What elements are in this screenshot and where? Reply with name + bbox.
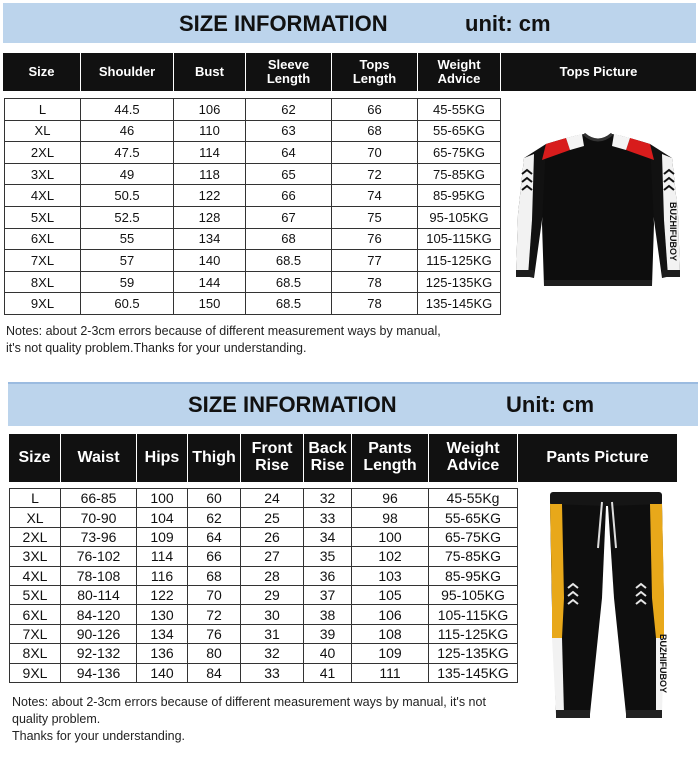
tops-note-line-1: Notes: about 2-3cm errors because of different measurement ways by manual,: [6, 324, 441, 338]
table-cell: 66: [188, 547, 241, 566]
pants-header-size: Size: [9, 434, 60, 482]
pants-header-hips: Hips: [136, 434, 187, 482]
pants-header-thigh: Thigh: [187, 434, 240, 482]
table-cell: 98: [352, 508, 429, 527]
table-cell: 130: [137, 605, 188, 624]
table-cell: 125-135KG: [418, 271, 501, 293]
table-cell: 122: [137, 585, 188, 604]
table-cell: 6XL: [10, 605, 61, 624]
table-row: [5, 250, 501, 272]
table-cell: 106: [352, 605, 429, 624]
table-cell: 102: [352, 547, 429, 566]
pants-header-back-rise: Back Rise: [303, 434, 351, 482]
pants-header-front-rise: Front Rise: [240, 434, 303, 482]
table-cell: 44.5: [81, 99, 174, 121]
table-cell: 55-65KG: [418, 120, 501, 142]
pants-header-waist: Waist: [60, 434, 136, 482]
table-row: [5, 206, 501, 228]
table-cell: 72: [188, 605, 241, 624]
table-cell: 27: [241, 547, 304, 566]
table-row: [5, 163, 501, 185]
table-cell: 94-136: [61, 663, 137, 682]
pants-note-line-2: quality problem.: [12, 712, 101, 726]
pants-header-row: [9, 434, 677, 482]
tops-header-shoulder: Shoulder: [80, 53, 173, 91]
table-cell: 109: [137, 527, 188, 546]
table-cell: 65: [246, 163, 332, 185]
table-cell: 66: [246, 185, 332, 207]
table-cell: 76: [332, 228, 418, 250]
table-cell: 4XL: [10, 566, 61, 585]
table-cell: 6XL: [5, 228, 81, 250]
table-cell: 62: [246, 99, 332, 121]
table-cell: 66: [332, 99, 418, 121]
pants-note-line-3: Thanks for your understanding.: [12, 729, 186, 743]
table-cell: 134: [174, 228, 246, 250]
pants-header-pants-length: Pants Length: [351, 434, 428, 482]
table-cell: 116: [137, 566, 188, 585]
table-cell: 68.5: [246, 250, 332, 272]
pants-note-line-1: Notes: about 2-3cm errors because of different measurement ways by manual, it's not: [12, 695, 486, 709]
table-cell: 105: [352, 585, 429, 604]
table-cell: XL: [5, 120, 81, 142]
tops-header-tops-picture: Tops Picture: [500, 53, 696, 91]
table-cell: 37: [304, 585, 352, 604]
table-cell: 100: [137, 489, 188, 508]
tops-header-weight-advice: Weight Advice: [417, 53, 500, 91]
pants-unit: Unit: cm: [506, 392, 594, 417]
tops-title-banner: [3, 3, 696, 43]
table-cell: 33: [241, 663, 304, 682]
table-row: [5, 271, 501, 293]
table-cell: 7XL: [5, 250, 81, 272]
table-cell: 35: [304, 547, 352, 566]
table-cell: 63: [246, 120, 332, 142]
table-cell: 2XL: [5, 142, 81, 164]
pants-title-banner: [8, 382, 698, 426]
table-cell: 114: [137, 547, 188, 566]
table-cell: 62: [188, 508, 241, 527]
table-cell: 115-125KG: [418, 250, 501, 272]
table-cell: 140: [137, 663, 188, 682]
pants-image: [528, 488, 688, 724]
table-row: [10, 663, 518, 682]
table-row: [5, 99, 501, 121]
table-cell: 36: [304, 566, 352, 585]
table-cell: 40: [304, 644, 352, 663]
tops-header-size: Size: [3, 53, 80, 91]
table-cell: 68: [332, 120, 418, 142]
table-row: [10, 508, 518, 527]
table-cell: 50.5: [81, 185, 174, 207]
table-cell: 92-132: [61, 644, 137, 663]
pants-header-weight-advice: Weight Advice: [428, 434, 517, 482]
tops-header-sleeve-length: Sleeve Length: [245, 53, 331, 91]
table-cell: 78-108: [61, 566, 137, 585]
table-row: [5, 185, 501, 207]
table-cell: 70-90: [61, 508, 137, 527]
table-cell: 150: [174, 293, 246, 315]
table-cell: 95-105KG: [418, 206, 501, 228]
table-cell: 65-75KG: [418, 142, 501, 164]
table-cell: 128: [174, 206, 246, 228]
table-row: [5, 120, 501, 142]
table-cell: 3XL: [5, 163, 81, 185]
table-cell: 4XL: [5, 185, 81, 207]
table-cell: 33: [304, 508, 352, 527]
table-cell: 100: [352, 527, 429, 546]
table-cell: 95-105KG: [429, 585, 518, 604]
table-cell: 70: [188, 585, 241, 604]
tops-notes: [6, 323, 441, 357]
table-cell: 66-85: [61, 489, 137, 508]
table-cell: 135-145KG: [429, 663, 518, 682]
table-cell: 5XL: [5, 206, 81, 228]
table-cell: 60.5: [81, 293, 174, 315]
pants-leg-print: BUZHIFUBOY: [658, 634, 668, 693]
table-cell: 64: [246, 142, 332, 164]
table-cell: 49: [81, 163, 174, 185]
table-cell: 55-65KG: [429, 508, 518, 527]
pants-size-table: [9, 488, 518, 683]
sweatshirt-image: [512, 124, 684, 296]
table-cell: 144: [174, 271, 246, 293]
table-row: [5, 142, 501, 164]
tops-unit: unit: cm: [465, 11, 551, 36]
table-cell: 32: [304, 489, 352, 508]
table-cell: L: [10, 489, 61, 508]
table-cell: 45-55KG: [418, 99, 501, 121]
table-row: [10, 527, 518, 546]
table-cell: 2XL: [10, 527, 61, 546]
sweatshirt-sleeve-print: BUZHIFUBOY: [668, 202, 678, 261]
table-cell: 140: [174, 250, 246, 272]
table-cell: 24: [241, 489, 304, 508]
table-cell: 96: [352, 489, 429, 508]
table-cell: 84: [188, 663, 241, 682]
table-cell: 72: [332, 163, 418, 185]
table-cell: 105-115KG: [418, 228, 501, 250]
table-cell: 80: [188, 644, 241, 663]
table-row: [10, 566, 518, 585]
table-cell: 85-95KG: [418, 185, 501, 207]
table-cell: 134: [137, 624, 188, 643]
table-cell: 68: [188, 566, 241, 585]
table-cell: 78: [332, 293, 418, 315]
table-cell: 125-135KG: [429, 644, 518, 663]
table-cell: 106: [174, 99, 246, 121]
table-cell: 47.5: [81, 142, 174, 164]
table-cell: L: [5, 99, 81, 121]
tops-title: SIZE INFORMATION: [179, 11, 388, 36]
tops-note-line-2: it's not quality problem.Thanks for your understanding.: [6, 341, 307, 355]
table-cell: 78: [332, 271, 418, 293]
table-cell: 41: [304, 663, 352, 682]
table-cell: 30: [241, 605, 304, 624]
table-cell: 65-75KG: [429, 527, 518, 546]
table-cell: 9XL: [5, 293, 81, 315]
tops-size-table: [4, 98, 501, 315]
table-cell: XL: [10, 508, 61, 527]
table-cell: 84-120: [61, 605, 137, 624]
table-cell: 105-115KG: [429, 605, 518, 624]
table-cell: 68.5: [246, 293, 332, 315]
table-cell: 3XL: [10, 547, 61, 566]
table-cell: 46: [81, 120, 174, 142]
table-cell: 28: [241, 566, 304, 585]
table-cell: 74: [332, 185, 418, 207]
table-cell: 31: [241, 624, 304, 643]
table-cell: 85-95KG: [429, 566, 518, 585]
table-cell: 136: [137, 644, 188, 663]
table-cell: 52.5: [81, 206, 174, 228]
table-cell: 39: [304, 624, 352, 643]
table-cell: 26: [241, 527, 304, 546]
table-cell: 8XL: [5, 271, 81, 293]
table-cell: 45-55Kg: [429, 489, 518, 508]
table-row: [10, 644, 518, 663]
table-cell: 64: [188, 527, 241, 546]
tops-header-row: [3, 53, 696, 91]
table-cell: 59: [81, 271, 174, 293]
table-cell: 7XL: [10, 624, 61, 643]
table-cell: 111: [352, 663, 429, 682]
table-cell: 73-96: [61, 527, 137, 546]
pants-title: SIZE INFORMATION: [188, 392, 397, 417]
table-cell: 108: [352, 624, 429, 643]
table-cell: 135-145KG: [418, 293, 501, 315]
tops-header-bust: Bust: [173, 53, 245, 91]
table-row: [10, 547, 518, 566]
table-cell: 76: [188, 624, 241, 643]
table-cell: 77: [332, 250, 418, 272]
table-cell: 32: [241, 644, 304, 663]
table-cell: 115-125KG: [429, 624, 518, 643]
table-cell: 68.5: [246, 271, 332, 293]
table-cell: 55: [81, 228, 174, 250]
table-row: [10, 489, 518, 508]
table-row: [5, 293, 501, 315]
table-cell: 75: [332, 206, 418, 228]
table-cell: 104: [137, 508, 188, 527]
table-cell: 122: [174, 185, 246, 207]
table-cell: 70: [332, 142, 418, 164]
table-cell: 5XL: [10, 585, 61, 604]
table-cell: 25: [241, 508, 304, 527]
table-cell: 29: [241, 585, 304, 604]
table-row: [10, 585, 518, 604]
table-row: [10, 624, 518, 643]
table-cell: 76-102: [61, 547, 137, 566]
table-cell: 118: [174, 163, 246, 185]
table-cell: 60: [188, 489, 241, 508]
table-cell: 57: [81, 250, 174, 272]
table-cell: 75-85KG: [418, 163, 501, 185]
table-cell: 114: [174, 142, 246, 164]
table-cell: 103: [352, 566, 429, 585]
table-cell: 8XL: [10, 644, 61, 663]
table-cell: 9XL: [10, 663, 61, 682]
table-cell: 34: [304, 527, 352, 546]
table-cell: 90-126: [61, 624, 137, 643]
pants-notes: [12, 694, 486, 745]
table-cell: 75-85KG: [429, 547, 518, 566]
table-cell: 68: [246, 228, 332, 250]
table-row: [10, 605, 518, 624]
table-cell: 109: [352, 644, 429, 663]
table-cell: 38: [304, 605, 352, 624]
table-cell: 80-114: [61, 585, 137, 604]
table-cell: 67: [246, 206, 332, 228]
table-row: [5, 228, 501, 250]
tops-header-tops-length: Tops Length: [331, 53, 417, 91]
pants-header-pants-picture: Pants Picture: [517, 434, 677, 482]
table-cell: 110: [174, 120, 246, 142]
